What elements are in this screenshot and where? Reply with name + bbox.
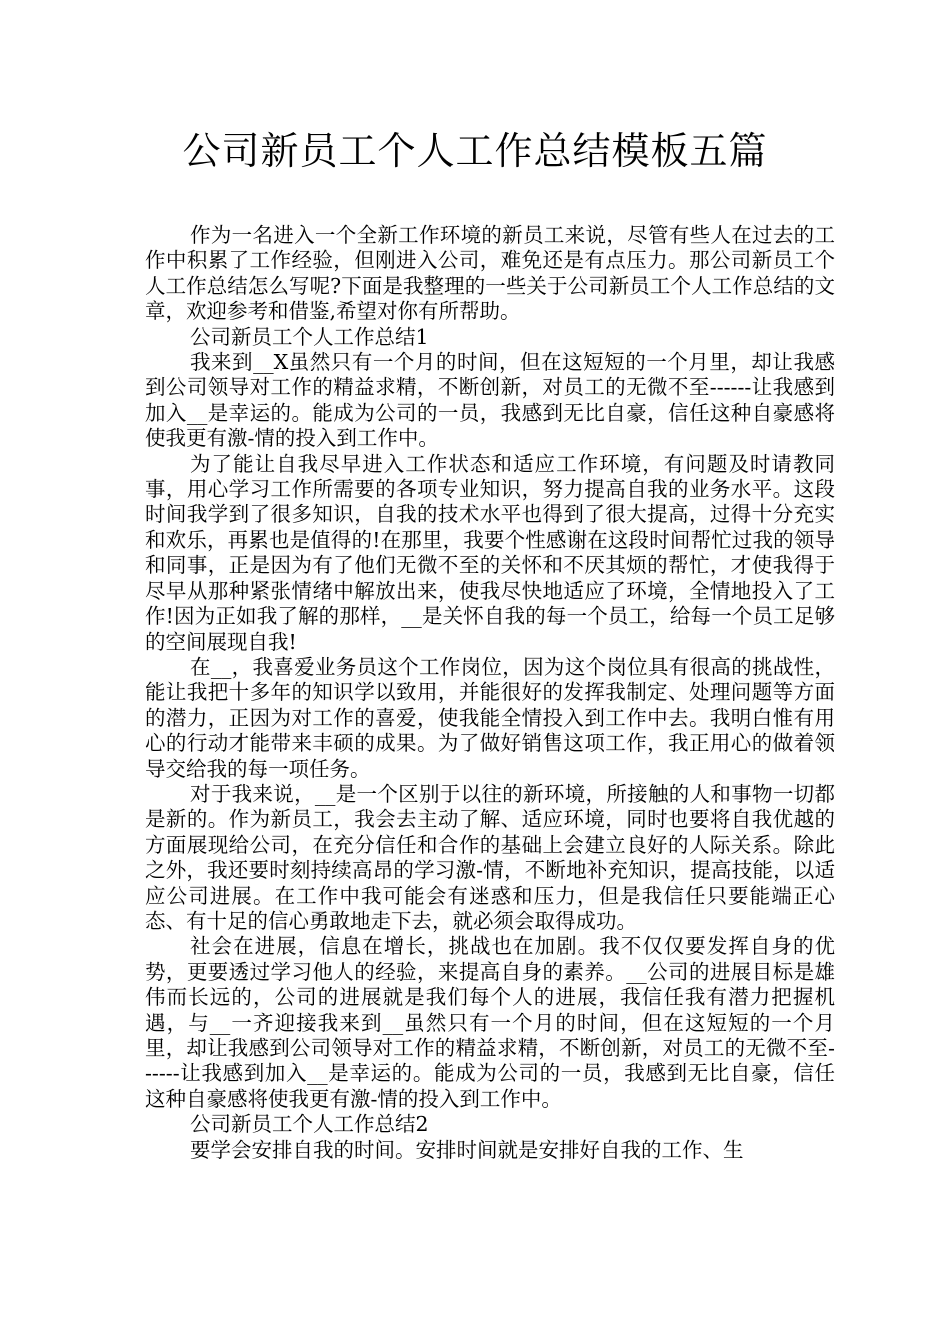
body-paragraph: 社会在进展，信息在增长，挑战也在加剧。我不仅仅要发挥自身的优势，更要透过学习他人的经验，来提高自身的素养。__公司的进展目标是雄伟而长远的，公司的进展就是我们每个人的进展，我信任我有潜力把握机遇，与__一齐迎接我来到__虽然只有一个月的时间，但在这短短的一个月里，却让我感到公司领导对工作的精益求精，不断创新，对员工的无微不至------让我感到加入__是幸运的。能成为公司的一员，我感到无比自豪，信任这种自豪感将使我更有激-情的投入到工作中。 xyxy=(145,934,835,1111)
body-paragraph: 对于我来说，__是一个区别于以往的新环境，所接触的人和事物一切都是新的。作为新员工，我会去主动了解、适应环境，同时也要将自我优越的方面展现给公司，在充分信任和合作的基础上会建立良好的人际关系。除此之外，我还要时刻持续高昂的学习激-情，不断地补充知识，提高技能，以适应公司进展。在工作中我可能会有迷惑和压力，但是我信任只要能端正心态、有十足的信心勇敢地走下去，就必须会取得成功。 xyxy=(145,781,835,933)
body-paragraph: 为了能让自我尽早进入工作状态和适应工作环境，有问题及时请教同事，用心学习工作所需要的各项专业知识，努力提高自我的业务水平。这段时间我学到了很多知识，自我的技术水平也得到了很大提高，过得十分充实和欢乐，再累也是值得的!在那里，我要个性感谢在这段时间帮忙过我的领导和同事，正是因为有了他们无微不至的关怀和不厌其烦的帮忙，才使我得于尽早从那种紧张情绪中解放出来，使我尽快地适应了环境，全情地投入了工作!因为正如我了解的那样，__是关怀自我的每一个员工，给每一个员工足够的空间展现自我! xyxy=(145,451,835,654)
body-paragraph: 在__，我喜爱业务员这个工作岗位，因为这个岗位具有很高的挑战性，能让我把十多年的知识学以致用，并能很好的发挥我制定、处理问题等方面的潜力，正因为对工作的喜爱，使我能全情投入到工作中去。我明白惟有用心的行动才能带来丰硕的成果。为了做好销售这项工作，我正用心的做着领导交给我的每一项任务。 xyxy=(145,654,835,781)
document-title: 公司新员工个人工作总结模板五篇 xyxy=(182,129,768,173)
intro-paragraph: 作为一名进入一个全新工作环境的新员工来说，尽管有些人在过去的工作中积累了工作经验，但刚进入公司，难免还是有点压力。那公司新员工个人工作总结怎么写呢?下面是我整理的一些关于公司新员工个人工作总结的文章，欢迎参考和借鉴,希望对你有所帮助。 xyxy=(145,223,835,324)
body-paragraph: 我来到__X虽然只有一个月的时间，但在这短短的一个月里，却让我感到公司领导对工作的精益求精，不断创新，对员工的无微不至------让我感到加入__是幸运的。能成为公司的一员，我感到无比自豪，信任这种自豪感将使我更有激-情的投入到工作中。 xyxy=(145,350,835,451)
body-paragraph: 要学会安排自我的时间。安排时间就是安排好自我的工作、生 xyxy=(190,1137,744,1162)
section-heading-2: 公司新员工个人工作总结2 xyxy=(190,1112,429,1137)
section-heading-1: 公司新员工个人工作总结1 xyxy=(190,324,429,349)
document-body xyxy=(145,223,835,1163)
